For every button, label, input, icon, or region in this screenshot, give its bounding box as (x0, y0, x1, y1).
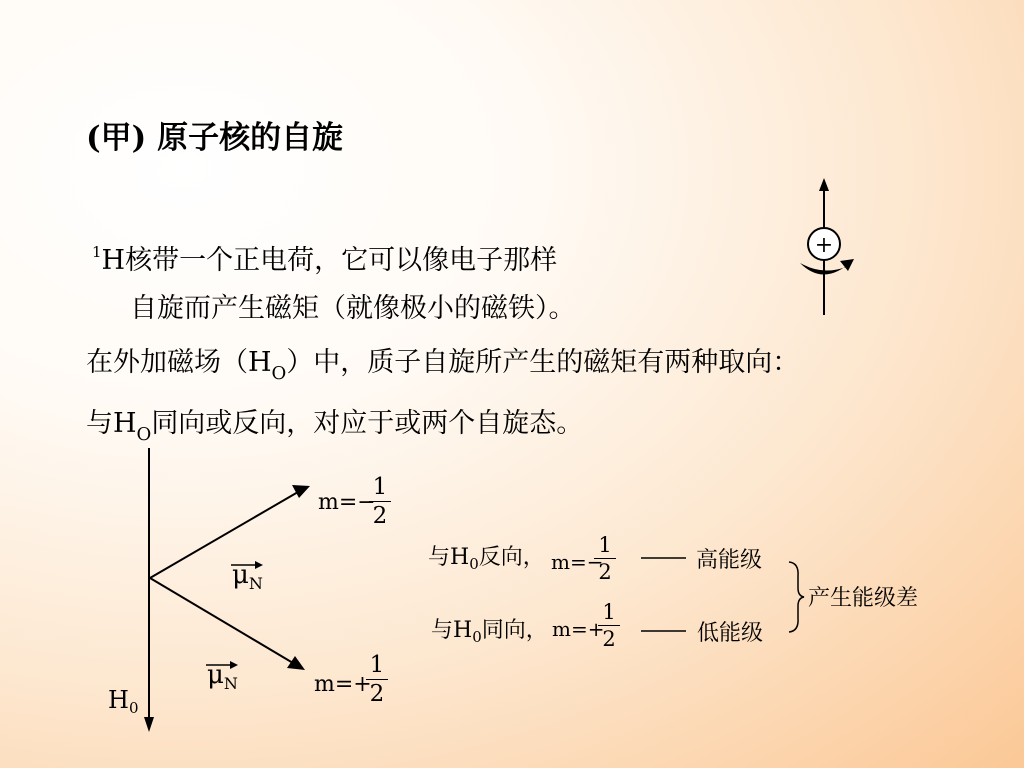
subscript: O (136, 424, 152, 445)
paragraph-text: 与H (86, 408, 137, 439)
fraction-denominator: 2 (372, 503, 388, 529)
mu-label-upper (232, 560, 263, 593)
subscript: O (271, 363, 287, 384)
lower-level-description (431, 613, 548, 646)
m-value-lower (314, 672, 372, 697)
field-axis-arrowhead (144, 717, 154, 732)
fraction-denominator: 2 (602, 627, 616, 651)
mu-symbol: μ (232, 560, 249, 590)
paragraph-line: 自旋而产生磁矩（就像极小的磁铁）。 (130, 293, 576, 324)
vector-arrow-icon (204, 658, 240, 670)
level-text: 与H (431, 618, 473, 643)
upper-level-fraction (594, 533, 616, 584)
high-energy-level-label: 高能级 (696, 548, 763, 573)
lower-level-fraction (598, 600, 620, 651)
paragraph-text: 同向或反向，对应于或两个自旋态。 (151, 408, 584, 439)
isotope-superscript: 1 (92, 243, 102, 261)
fraction-numerator: 1 (369, 652, 385, 678)
m-label: m=− (318, 490, 376, 515)
m-value-upper (318, 490, 376, 515)
mu-subscript: N (223, 674, 238, 693)
lower-level-m (552, 617, 604, 641)
m-label: m=+ (552, 617, 605, 641)
m-label: m=− (551, 550, 604, 574)
moment-vector-upper (150, 492, 298, 578)
subscript: 0 (469, 555, 479, 573)
mu-label-lower (207, 660, 238, 693)
fraction-upper (369, 474, 391, 529)
fraction-bar (366, 679, 388, 680)
paragraph-text: H核带一个正电荷，它可以像电子那样 (101, 245, 558, 276)
low-energy-level-label: 低能级 (697, 621, 764, 646)
axis-subscript: 0 (128, 699, 139, 717)
upper-level-description (428, 540, 545, 573)
fraction-numerator: 1 (598, 533, 612, 557)
mu-subscript: N (248, 574, 263, 593)
paragraph-text: ）中，质子自旋所产生的磁矩有两种取向： (286, 347, 800, 378)
fraction-denominator: 2 (598, 560, 612, 584)
fraction-numerator: 1 (372, 474, 388, 500)
field-axis-label (108, 686, 138, 717)
fraction-bar (594, 558, 616, 559)
moment-vector-upper-head (292, 485, 310, 498)
fraction-numerator: 1 (602, 600, 616, 624)
subscript: 0 (472, 628, 482, 646)
moment-vector-lower-head (287, 656, 305, 670)
mu-symbol: μ (207, 660, 224, 690)
level-text: 同向， (481, 618, 548, 643)
fraction-denominator: 2 (369, 681, 385, 707)
grouping-brace (789, 562, 804, 632)
fraction-bar (369, 501, 391, 502)
vector-arrow-icon (229, 558, 265, 570)
fraction-lower (366, 652, 388, 707)
fraction-bar (598, 625, 620, 626)
energy-gap-label: 产生能级差 (808, 586, 919, 611)
level-text: 与H (428, 545, 470, 570)
level-text: 反向， (478, 545, 545, 570)
axis-label: H (108, 686, 129, 714)
plus-sign: + (814, 233, 834, 258)
page-title: (甲) 原子核的自旋 (86, 120, 344, 156)
m-label: m=+ (314, 672, 372, 697)
moment-vector-lower (150, 578, 293, 663)
paragraph-text: 在外加磁场（H (86, 347, 272, 378)
